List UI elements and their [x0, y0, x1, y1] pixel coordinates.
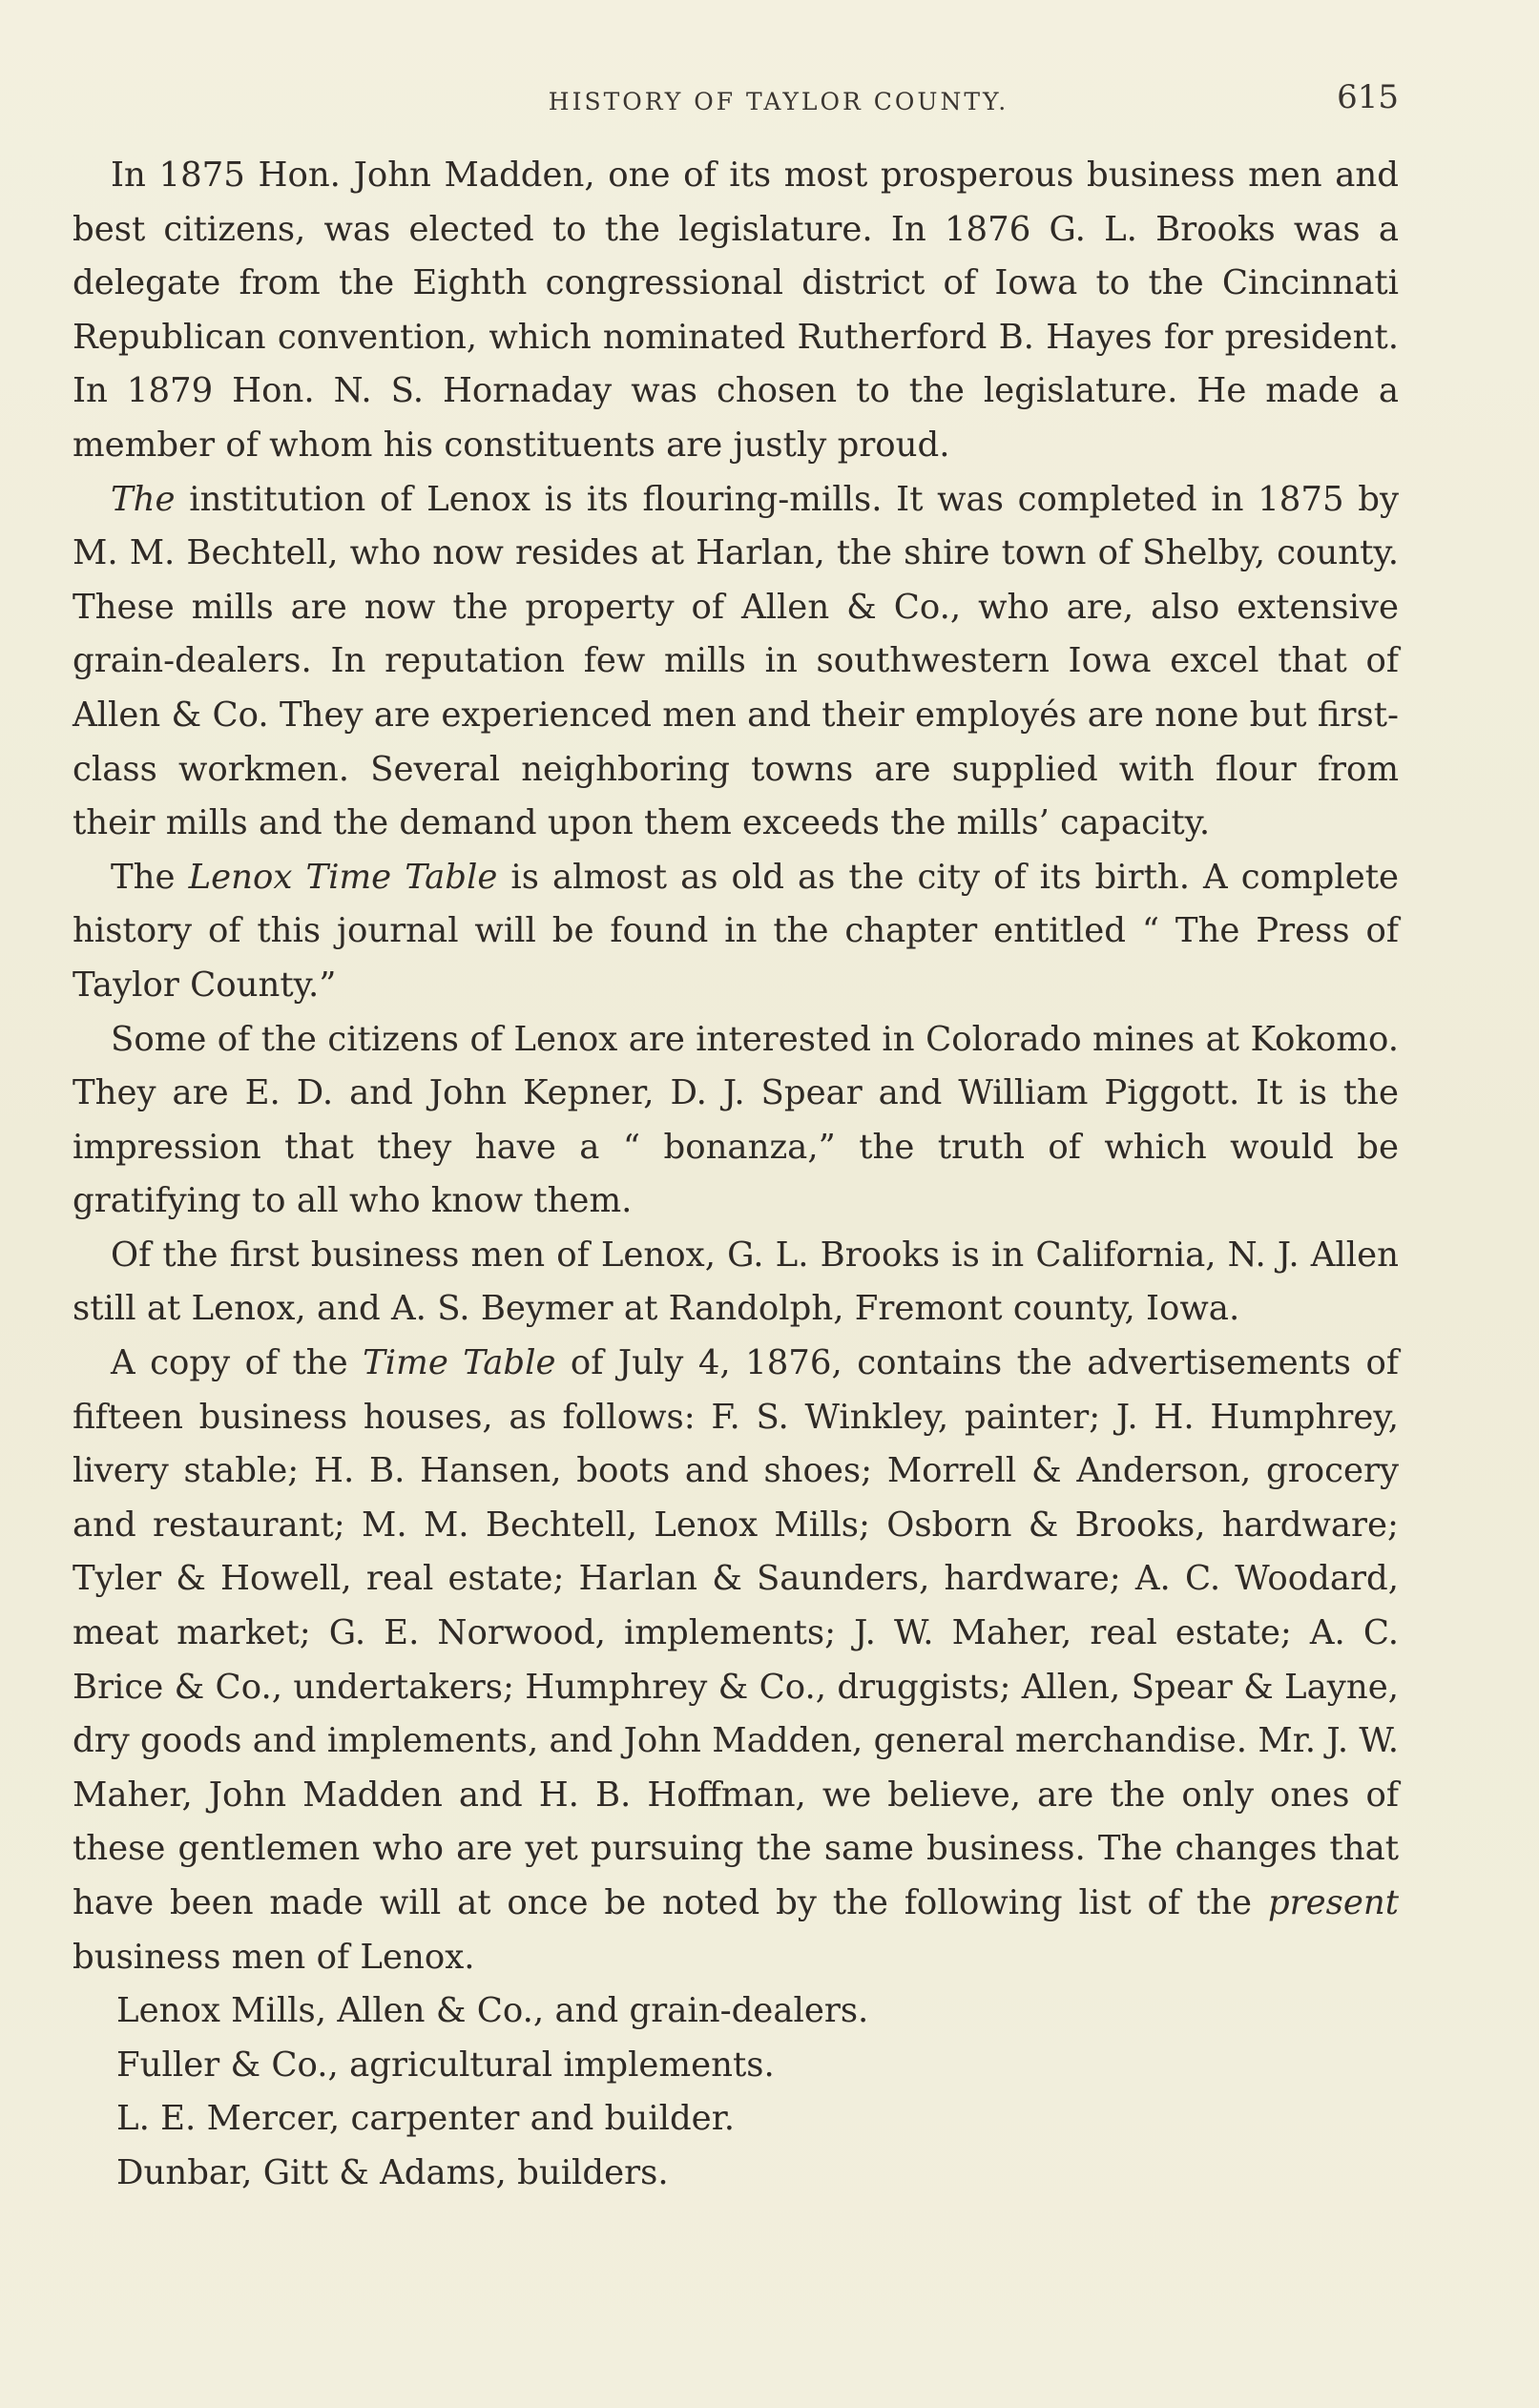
italic-lead-word: The [111, 479, 176, 519]
paragraph-flouring-mills [73, 473, 1399, 851]
paragraph-first-business-men [73, 1229, 1399, 1337]
paragraph-text: Of the first business men of Lenox, G. L. Brooks is in California, N. J. Allen still at Lenox, and A. S. Beymer at Randolph, Fremont county, Iowa. [73, 1235, 1399, 1329]
body-text [73, 149, 1399, 2201]
paragraph-advertisements [73, 1337, 1399, 1984]
paragraph-colorado-mines [73, 1013, 1399, 1229]
journal-title: Lenox Time Table [188, 857, 498, 897]
italic-emphasis: present [1267, 1883, 1399, 1922]
paragraph-text: Some of the citizens of Lenox are interested in Colorado mines at Kokomo. They are E. D. and John Kepner, D. J. Spear and William Piggott. It is the impression that they have a “ bonanza,” the truth of which would be gratifying to all who know them. [73, 1019, 1399, 1221]
business-list-item: Fuller & Co., agricultural implements. [116, 2045, 775, 2085]
paragraph-text: is almost as old as the city of its birth. A complete history of this journal will be found in the chapter entitled “ The Press of Taylor County.” [73, 857, 1399, 1005]
business-list-item: L. E. Mercer, carpenter and builder. [116, 2099, 736, 2139]
paragraph-text: A copy of the [111, 1343, 364, 1383]
page-header [73, 78, 1399, 126]
paragraph-time-table [73, 851, 1399, 1013]
paragraph-text: institution of Lenox is its flouring-mills. It was completed in 1875 by M. M. Bechtell, who now resides at Harlan, the shire town of Shelby, county. These mills are now the property of Allen & Co., who are, also extensive grain-dealers. In reputation few mills in southwestern Iowa excel that of Allen & Co. They are experienced men and their employés are none but first-class workmen. Several neighboring towns are supplied with flour from their mills and the demand upon them exceeds the mills’ capacity. [73, 479, 1399, 843]
paragraph-text: In 1875 Hon. John Madden, one of its most prosperous business men and best citizens, was elected to the legislature. In 1876 G. L. Brooks was a delegate from the Eighth congressional district of Iowa to the Cincinnati Republican convention, which nominated Rutherford B. Hayes for president. In 1879 Hon. N. S. Hornaday was chosen to the legislature. He made a member of whom his constituents are justly proud. [73, 156, 1399, 465]
page-number: 615 [1337, 78, 1399, 116]
paragraph-legislature [73, 149, 1399, 473]
business-list-item: Dunbar, Gitt & Adams, builders. [116, 2152, 669, 2192]
business-list-item: Lenox Mills, Allen & Co., and grain-dealers. [116, 1991, 869, 2031]
paragraph-text: The [111, 857, 189, 897]
paragraph-text: of July 4, 1876, contains the advertisements of fifteen business houses, as follows: F. S. Winkley, painter; J. H. Humphrey, livery stable; H. B. Hansen, boots and shoes; Morrell & Anderson, grocery and restaurant; M. M. Bechtell, Lenox Mills; Osborn & Brooks, hardware; Tyler & Howell, real estate; Harlan & Saunders, hardware; A. C. Woodard, meat market; G. E. Norwood, implements; J. W. Maher, real estate; A. C. Brice & Co., undertakers; Humphrey & Co., druggists; Allen, Spear & Layne, dry goods and implements, and John Madden, general merchandise. Mr. J. W. Maher, John Madden and H. B. Hoffman, we believe, are the only ones of these gentlemen who are yet pursuing the same business. The changes that have been made will at once be noted by the following list of the [73, 1343, 1399, 1922]
paragraph-text: business men of Lenox. [73, 1937, 475, 1977]
running-title: HISTORY OF TAYLOR COUNTY. [548, 88, 1009, 115]
journal-title: Time Table [363, 1343, 556, 1383]
